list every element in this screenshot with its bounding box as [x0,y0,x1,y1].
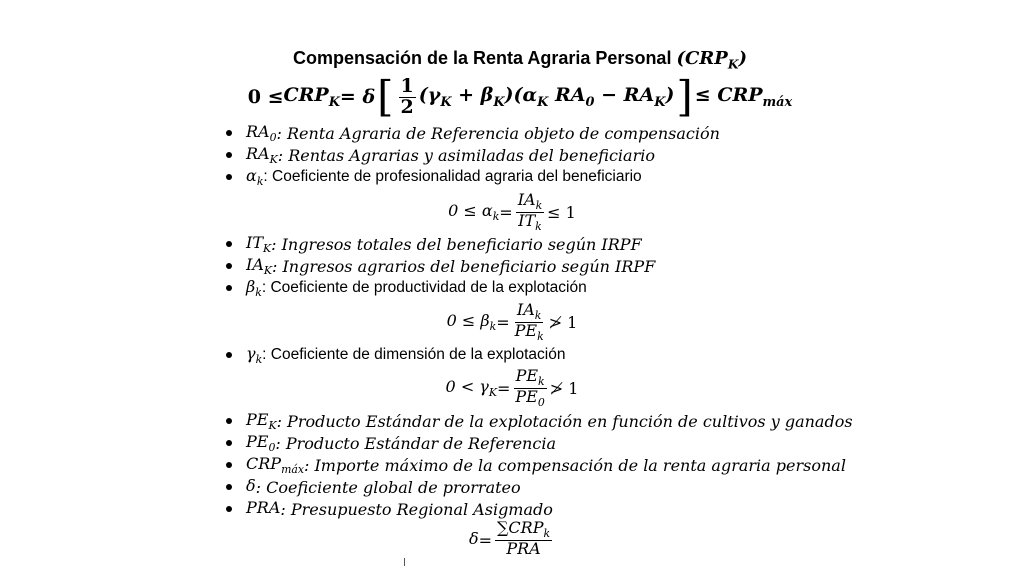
half-fraction: $\frac{1}{2}$ [400,74,414,118]
bullet-icon [226,506,232,512]
list-item: δ : Coeficiente global de prorrateo [226,476,521,498]
bullet-icon [226,152,232,158]
bullet-icon [226,418,232,424]
list-item: $IT_K$ : Ingresos totales del beneficiario según IRPF [226,233,642,255]
bullet-icon [226,440,232,446]
bullet-icon [226,174,232,180]
bullet-icon [226,241,232,247]
bullet-icon [226,352,232,358]
page-title [0,48,1024,72]
list-item: $IA_K$ : Ingresos agrarios del beneficiario según IRPF [226,255,655,277]
delta-equation: δ = $\frac{\sum CRP_k}{\text{PRA}}$ [468,517,551,558]
list-item: $PE_K$ : Producto Estándar de la explotación en función de cultivos y ganados [226,410,853,432]
list-item: PRA : Presupuesto Regional Asigmado [226,498,553,520]
list-item: $\gamma_k$ : Coeficiente de dimensión de la explotación [226,344,565,366]
title-symbol: $(CRP_K)$ [676,48,747,72]
main-equation: 0 ≤ $CRP_K$ = δ [ $\frac{1}{2}$ $(\gamma_K + \beta_K)(\alpha_K$ $RA_0 - RA_K$) ] ≤ $CRP_{máx}$ [247,72,793,121]
gamma-equation: $0 < \gamma_K$ = $\frac{PE_k}{PE_0}$ ≯ 1 [445,365,579,409]
list-item: $RA_K$ : Rentas Agrarias y asimiladas del beneficiario [226,144,655,166]
bullet-icon [226,462,232,468]
title-text: Compensación de la Renta Agraria Personal [293,48,672,68]
cursor-mark [404,558,405,566]
list-item: $\beta_k$ : Coeficiente de productividad de la explotación [226,277,587,299]
left-bracket: [ [377,72,394,121]
alpha-equation: $0 \le \alpha_k$ = $\frac{IA_k}{IT_k}$ ≤ 1 [448,189,576,233]
bullet-icon [226,263,232,269]
right-bracket: ] [676,72,693,121]
beta-equation: $0 \le \beta_k$ = $\frac{IA_k}{PE_k}$ ≯ 1 [446,299,578,343]
bullet-icon [226,285,232,291]
bullet-icon [226,130,232,136]
list-item: $RA_0$ : Renta Agraria de Referencia objeto de compensación [226,122,720,144]
list-item: $\alpha_k$ : Coeficiente de profesionalidad agraria del beneficiario [226,166,642,188]
list-item: $PE_0$ : Producto Estándar de Referencia [226,432,556,454]
bullet-icon [226,484,232,490]
list-item: $CRP_{máx}$ : Importe máximo de la compensación de la renta agraria personal [226,454,846,476]
